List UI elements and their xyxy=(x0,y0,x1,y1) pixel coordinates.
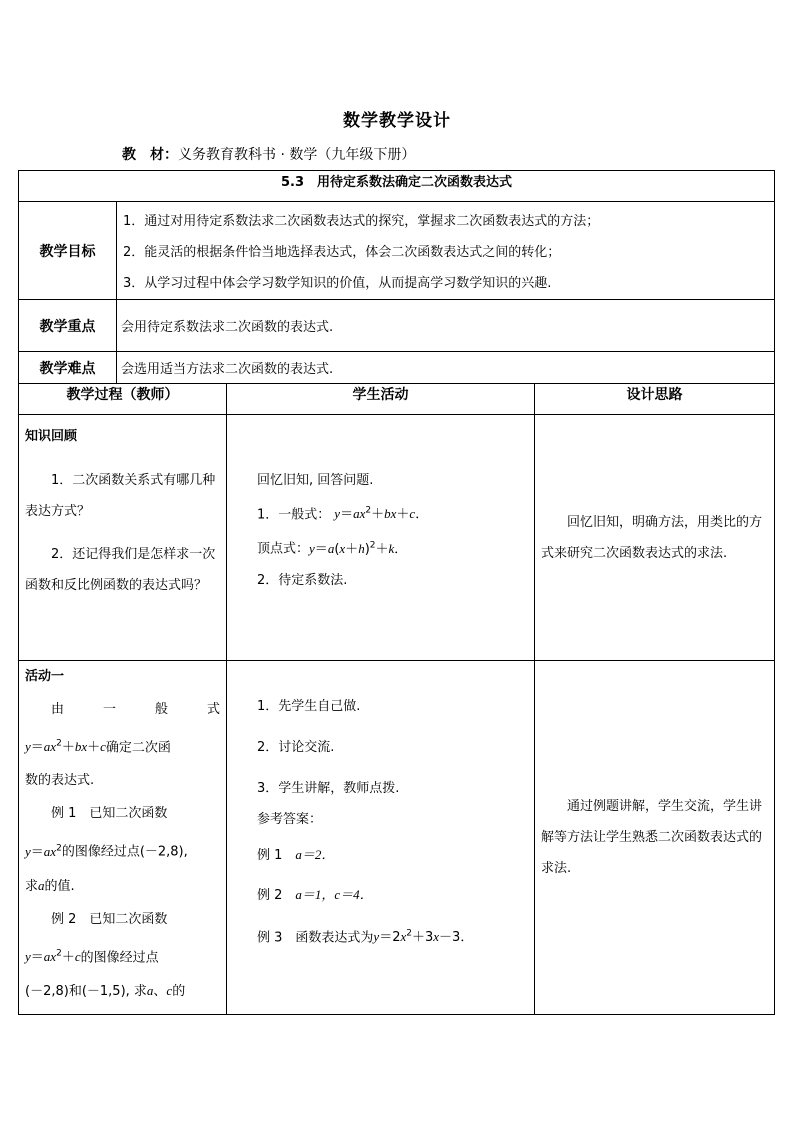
review-student-method: 2．待定系数法. xyxy=(257,572,348,588)
answer-3 xyxy=(257,919,528,953)
example-1-line xyxy=(25,833,220,867)
review-design-cell xyxy=(535,415,775,661)
activity-design-text: 通过例题讲解，学生交流，学生讲解等方法让学生熟悉二次函数表达式的求法. xyxy=(541,799,763,876)
answer-3-prefix: 例 3 函数表达式为 xyxy=(257,930,374,946)
vertex-form-prefix: 顶点式： xyxy=(257,541,310,557)
example-2-line xyxy=(25,939,220,973)
lesson-plan-table xyxy=(18,170,775,1015)
unit-row xyxy=(19,171,775,202)
review-question-2: 2．还记得我们是怎样求一次函数和反比例函数的表达式吗？ xyxy=(25,547,216,593)
answer-3-formula: $y=2x^2+3x-3$． xyxy=(373,929,474,946)
review-teacher-cell xyxy=(19,415,227,661)
example-1-formula: $y=ax^2$ xyxy=(25,843,62,860)
goal-item: 2．能灵活的根据条件恰当地选择表达式，体会二次函数表达式之间的转化； xyxy=(123,245,561,260)
review-design-text: 回忆旧知，明确方法，用类比的方式来研究二次函数表达式的求法. xyxy=(541,514,763,561)
page-title: 数学教学设计 xyxy=(343,111,451,131)
general-form-formula: $y=ax^2+bx+c$． xyxy=(334,506,429,523)
answer-1 xyxy=(257,839,528,871)
vertex-form-formula: $y=a(x+h)^2+k$． xyxy=(309,540,408,557)
goals-row xyxy=(19,202,775,300)
activity-student-3: 3．学生讲解，教师点拨. xyxy=(257,781,400,796)
review-row xyxy=(19,415,775,661)
activity-student-cell xyxy=(227,661,535,1015)
activity-design-cell xyxy=(535,661,775,1015)
example-1-text: 的图像经过点(－2,8), xyxy=(61,844,188,860)
answer-1-prefix: 例 1 xyxy=(257,848,296,863)
header-design: 设计思路 xyxy=(535,384,775,415)
key-point-text: 会用待定系数法求二次函数的表达式. xyxy=(117,300,775,352)
activity-student-1: 1．先学生自己做. xyxy=(257,699,361,714)
goals-label: 教学目标 xyxy=(19,202,117,300)
answer-1-value: a＝2． xyxy=(295,847,335,862)
reference-answer-label: 参考答案： xyxy=(257,812,323,827)
answer-2 xyxy=(257,879,528,911)
column-header-row xyxy=(19,384,775,415)
difficulty-row xyxy=(19,352,775,384)
activity-intro-c: 数的表达式. xyxy=(25,773,95,789)
textbook-line xyxy=(122,144,415,164)
goals-content xyxy=(117,202,775,300)
header-teacher: 教学过程（教师） xyxy=(19,384,227,415)
review-student-line: 回忆旧知, 回答问题. xyxy=(257,473,374,488)
answer-2-value: a＝1，c＝4． xyxy=(295,887,373,902)
example-2-points: (－2,8)和(－1,5), 求a、c的 xyxy=(25,982,186,999)
general-form-prefix: 1．一般式： xyxy=(257,507,331,523)
activity-student-2: 2．讨论交流. xyxy=(257,740,335,755)
activity-intro-b: 确定二次函 xyxy=(105,740,171,756)
example-2-points-text: (－2,8)和(－1,5), 求 xyxy=(25,983,147,999)
general-form-line xyxy=(257,496,528,530)
textbook-value: 义务教育教科书 · 数学（九年级下册） xyxy=(178,147,416,163)
example-1-ask: 求a的值. xyxy=(25,877,75,894)
header-student: 学生活动 xyxy=(227,384,535,415)
activity-title: 活动一 xyxy=(25,669,65,684)
example-2-formula: $y=ax^2+c$ xyxy=(25,948,81,965)
activity-row xyxy=(19,661,775,1015)
example-1-ask-b: 的值. xyxy=(44,878,75,894)
general-formula: $y=ax^2+bx+c$ xyxy=(25,739,106,756)
example-1-ask-a: 求 xyxy=(25,878,39,894)
goal-item: 3．从学习过程中体会学习数学知识的价值，从而提高学习数学知识的兴趣. xyxy=(123,276,552,291)
activity-teacher-cell xyxy=(19,661,227,1015)
activity-intro: 由 一 般 式 xyxy=(51,702,220,717)
example-2-sep: 、 xyxy=(153,983,167,999)
review-question-1: 1．二次函数关系式有哪几种表达方式？ xyxy=(25,473,216,519)
vertex-form-line xyxy=(257,530,528,564)
key-point-row xyxy=(19,300,775,352)
review-title: 知识回顾 xyxy=(25,429,78,444)
goal-item: 1．通过对用待定系数法求二次函数表达式的探究，掌握求二次函数表达式的方法； xyxy=(123,214,600,229)
answer-2-prefix: 例 2 xyxy=(257,888,296,903)
example-2-tail: 的 xyxy=(172,983,186,999)
activity-intro-formula xyxy=(25,729,220,763)
example-2-title: 例 2 已知二次函数 xyxy=(51,911,168,927)
example-1-title: 例 1 已知二次函数 xyxy=(51,806,168,822)
example-2-text: 的图像经过点 xyxy=(80,949,159,965)
key-point-label: 教学重点 xyxy=(19,300,117,352)
unit-title: 5.3 用待定系数法确定二次函数表达式 xyxy=(19,171,775,202)
difficulty-text: 会选用适当方法求二次函数的表达式. xyxy=(117,352,775,384)
textbook-label: 教 材： xyxy=(122,147,178,163)
difficulty-label: 教学难点 xyxy=(19,352,117,384)
review-student-cell xyxy=(227,415,535,661)
